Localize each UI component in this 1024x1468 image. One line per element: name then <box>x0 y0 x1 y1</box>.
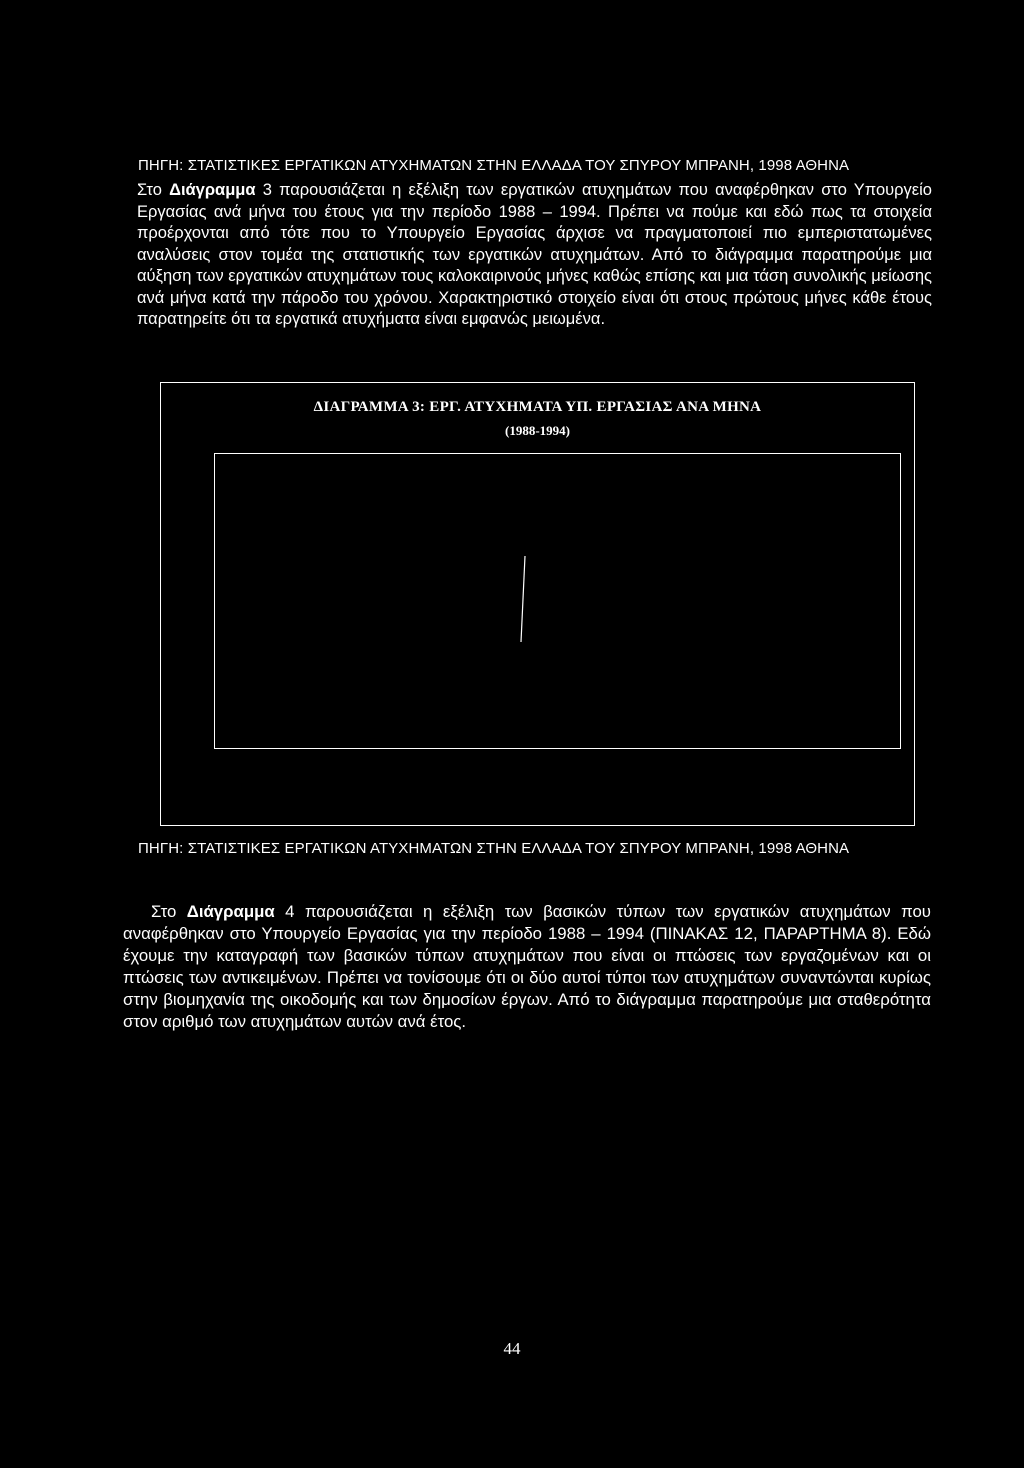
chart-subtitle: (1988-1994) <box>505 423 570 438</box>
chart-plot-area <box>214 453 901 749</box>
paragraph-bold-term: Διάγραμμα <box>186 902 275 921</box>
paragraph-text: 3 παρουσιάζεται η εξέλιξη των εργατικών ατυχημάτων που αναφέρθηκαν στο Υπουργείο Εργασίας ανά μήνα του έτους για την περίοδο 1988 – 1994. Πρέπει να πούμε και εδώ πως τα στοιχεία προέρχονται από τότε που το Υπουργείο Εργασίας άρχισε να πραγματοποιεί πιο εμπεριστατωμένες αναλύσεις στον τομέα της στατιστικής των εργατικών ατυχημάτων. Από το διάγραμμα παρατηρούμε μια αύξηση των εργατικών ατυχημάτων τους καλοκαιρινούς μήνες καθώς επίσης και μια τάση συνολικής μείωσης ανά μήνα κατά την πάροδο του χρόνου. Χαρακτηριστικό στοιχείο είναι ότι στους πρώτους μήνες κάθε έτους παρατηρείτε ότι τα εργατικά ατυχήματα είναι εμφανώς μειωμένα. <box>137 181 932 328</box>
paragraph-diagram-4 <box>123 901 931 1033</box>
paragraph-bold-term: Διάγραμμα <box>169 181 256 199</box>
page-number: 44 <box>503 1339 521 1358</box>
paragraph-lead: Στο <box>137 181 170 199</box>
chart-title: ΔΙΑΓΡΑΜΜΑ 3: ΕΡΓ. ΑΤΥΧΗΜΑΤΑ ΥΠ. ΕΡΓΑΣΙΑΣ ΑΝΑ ΜΗΝΑ <box>313 399 762 415</box>
source-note-bottom: ΠΗΓΗ: ΣΤΑΤΙΣΤΙΚΕΣ ΕΡΓΑΤΙΚΩΝ ΑΤΥΧΗΜΑΤΩΝ ΣΤΗΝ ΕΛΛΑΔΑ ΤΟΥ ΣΠΥΡΟΥ ΜΠΡΑΝΗ, 1998 ΑΘΗΝΑ <box>138 840 850 857</box>
chart-plot-mark <box>511 554 551 654</box>
source-note-top: ΠΗΓΗ: ΣΤΑΤΙΣΤΙΚΕΣ ΕΡΓΑΤΙΚΩΝ ΑΤΥΧΗΜΑΤΩΝ ΣΤΗΝ ΕΛΛΑΔΑ ΤΟΥ ΣΠΥΡΟΥ ΜΠΡΑΝΗ, 1998 ΑΘΗΝΑ <box>138 157 850 174</box>
paragraph-text: 4 παρουσιάζεται η εξέλιξη των βασικών τύπων των εργατικών ατυχημάτων που αναφέρθηκαν στο Υπουργείο Εργασίας για την περίοδο 1988 – 1994 (ΠΙΝΑΚΑΣ 12, ΠΑΡΑΡΤΗΜΑ 8). Εδώ έχουμε την καταγραφή των βασικών τύπων ατυχημάτων που είναι οι πτώσεις των εργαζομένων και οι πτώσεις των αντικειμένων. Πρέπει να τονίσουμε ότι οι δύο αυτοί τύποι των ατυχημάτων συναντώνται κυρίως στην βιομηχανία της οικοδομής και των δημοσίων έργων. Από το διάγραμμα παρατηρούμε μια σταθερότητα στον αριθμό των ατυχημάτων αυτών ανά έτος. <box>123 902 931 1031</box>
paragraph-lead: Στο <box>151 902 187 921</box>
diagram-3-frame <box>160 382 915 826</box>
paragraph-diagram-3 <box>137 180 932 331</box>
